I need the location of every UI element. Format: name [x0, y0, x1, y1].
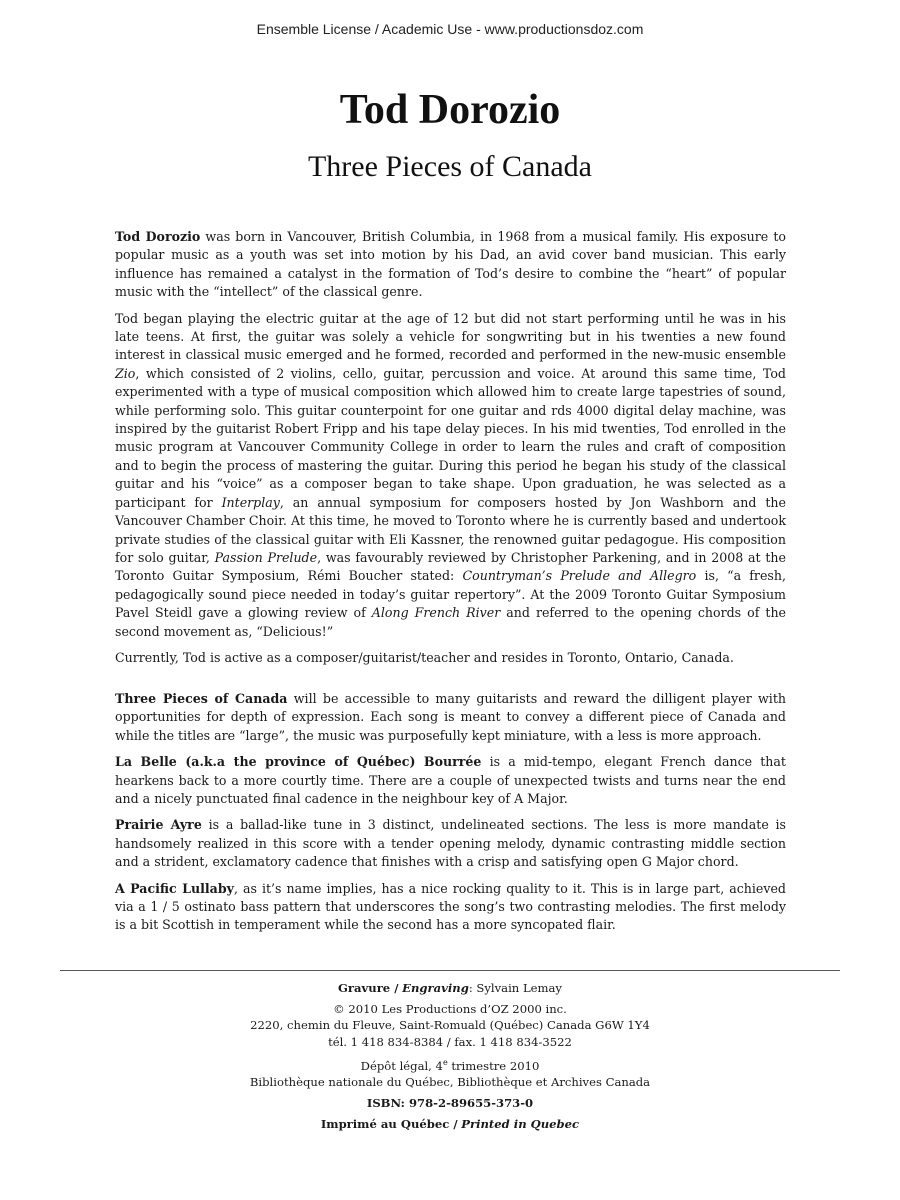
- library-line: Bibliothèque nationale du Québec, Bibliothèque et Archives Canada: [249, 1074, 651, 1089]
- piece-2-title: Prairie Ayre: [115, 817, 202, 833]
- publisher-address: 2220, chemin du Fleuve, Saint-Romuald (Québec) Canada G6W 1Y4: [250, 1018, 650, 1033]
- piece-3-title: A Pacific Lullaby: [115, 880, 234, 896]
- bio-p2-text-b: , which consisted of 2 violins, cello, guitar, percussion and voice. At around this same time, Tod experimented with a type of musical composition which allowed him to create large tapestries of sound, while performing solo. This guitar counterpoint for one guitar and rds 4000 digital delay machine, was inspired by the guitarist Robert Fripp and his tape delay pieces. In his mid twenties, Tod enrolled in the music program at Vancouver Community College in order to learn the rules and craft of composition and to begin the process of mastering the guitar. During this period he began his study of the classical guitar and his “voice” as a composer began to take shape. Upon graduation, he was selected as a participant for: [115, 365, 786, 510]
- printed-fr: Imprimé au Québec /: [320, 1117, 458, 1132]
- bio-name: Tod Dorozio: [115, 229, 201, 244]
- legal-deposit-b: trimestre 2010: [447, 1058, 540, 1073]
- notes-intro-title: Three Pieces of Canada: [115, 691, 288, 706]
- piece-2-text: is a ballad-like tune in 3 distinct, undelineated sections. The less is more mandate is handsomely realized in this score with a tender opening melody, dynamic contrasting middle section and a strident, exclamatory cadence that finishes with a crisp and satisfying open G Major chord.: [115, 817, 787, 870]
- legal-deposit: [0, 1055, 900, 1074]
- composer-name: Tod Dorozio: [339, 87, 561, 133]
- work-passion-prelude: Passion Prelude: [214, 549, 318, 565]
- colophon: [0, 980, 900, 1132]
- biography-section: [115, 228, 786, 675]
- engraving-credit: [0, 980, 900, 996]
- work-along-french-river: Along French River: [371, 605, 501, 621]
- copyright-line: © 2010 Les Productions d’OZ 2000 inc.: [333, 1002, 567, 1017]
- legal-deposit-a: Dépôt légal, 4: [360, 1058, 443, 1073]
- legal-deposit-sup: e: [442, 1057, 448, 1067]
- bio-p2-text-e: is, “a fresh, pedagogically sound piece needed in today’s guitar repertory”. At the 2009 Toronto Guitar Symposium Pavel Steidl gave a glowing review of: [115, 568, 786, 621]
- notes-piece-3: [115, 880, 786, 935]
- piece-3-text: , as it’s name implies, has a nice rocking quality to it. This is in large part, achieved via a 1 / 5 ostinato bass pattern that underscores the song’s two contrasting melodies. The first melody is a bit Scottish in temperament while the second has a more syncopated flair.: [115, 880, 786, 933]
- isbn: [0, 1095, 900, 1111]
- footer-divider: [60, 970, 840, 971]
- publisher-phone: tél. 1 418 834-8384 / fax. 1 418 834-3522: [328, 1034, 572, 1049]
- work-title: Three Pieces of Canada: [307, 150, 593, 183]
- bio-p2-text-f: and referred to the opening chords of the second movement as, “Delicious!”: [115, 605, 787, 639]
- work-countryman: Countryman’s Prelude and Allegro: [462, 568, 697, 584]
- notes-intro: [115, 690, 786, 745]
- printed-line: [0, 1116, 900, 1132]
- printed-en: Printed in Quebec: [461, 1117, 580, 1132]
- bio-p2-text-a: Tod began playing the electric guitar at the age of 12 but did not start performing until he was in his late teens. At first, the guitar was solely a vehicle for songwriting but in his twenties a new found interest in classical music emerged and he formed, recorded and performed in the new-music ensemble: [115, 310, 786, 363]
- isbn-value: ISBN: 978-2-89655-373-0: [366, 1096, 534, 1111]
- bio-p2-text-c: , an annual symposium for composers hosted by Jon Washborn and the Vancouver Chamber Choir. At this time, he moved to Toronto where he is currently based and undertook private studies of the classical guitar with Eli Kassner, the renowned guitar pedagogue. His composition for solo guitar,: [115, 494, 786, 565]
- bio-paragraph-1: [115, 228, 786, 302]
- program-notes-section: [115, 690, 786, 943]
- bio-paragraph-3: Currently, Tod is active as a composer/guitarist/teacher and resides in Toronto, Ontario, Canada.: [115, 649, 734, 665]
- bio-paragraph-1-text: was born in Vancouver, British Columbia, in 1968 from a musical family. His exposure to popular music as a youth was set into motion by his Dad, an avid cover band musician. This early influence has remained a catalyst in the formation of Tod’s desire to combine the “heart” of popular music with the “intellect” of the classical genre.: [115, 229, 786, 300]
- engraver-name: : Sylvain Lemay: [468, 981, 562, 995]
- license-header: Ensemble License / Academic Use - www.productionsdoz.com: [256, 21, 644, 37]
- piece-1-title: La Belle (a.k.a the province of Québec) Bourrée: [115, 754, 482, 770]
- engraving-label: Engraving: [402, 981, 469, 995]
- piece-1-text: is a mid-tempo, elegant French dance that hearkens back to a more courtly time. There are a couple of unexpected twists and turns near the end and a nicely punctuated final cadence in the neighbour key of A Major.: [115, 754, 786, 807]
- notes-intro-text: will be accessible to many guitarists and reward the dilligent player with opportunities for depth of expression. Each song is meant to convey a different piece of Canada and while the titles are “large”, the music was purposefully kept miniature, with a less is more approach.: [115, 691, 786, 743]
- notes-piece-1: [115, 753, 786, 808]
- symposium-interplay: Interplay: [221, 494, 280, 510]
- bio-p2-text-d: , was favourably reviewed by Christopher Parkening, and in 2008 at the Toronto Guitar Symposium, Rémi Boucher stated:: [115, 549, 786, 584]
- ensemble-zio: Zio: [115, 365, 136, 381]
- notes-piece-2: [115, 816, 786, 871]
- bio-paragraph-2: [115, 310, 786, 641]
- gravure-label: Gravure /: [338, 981, 399, 995]
